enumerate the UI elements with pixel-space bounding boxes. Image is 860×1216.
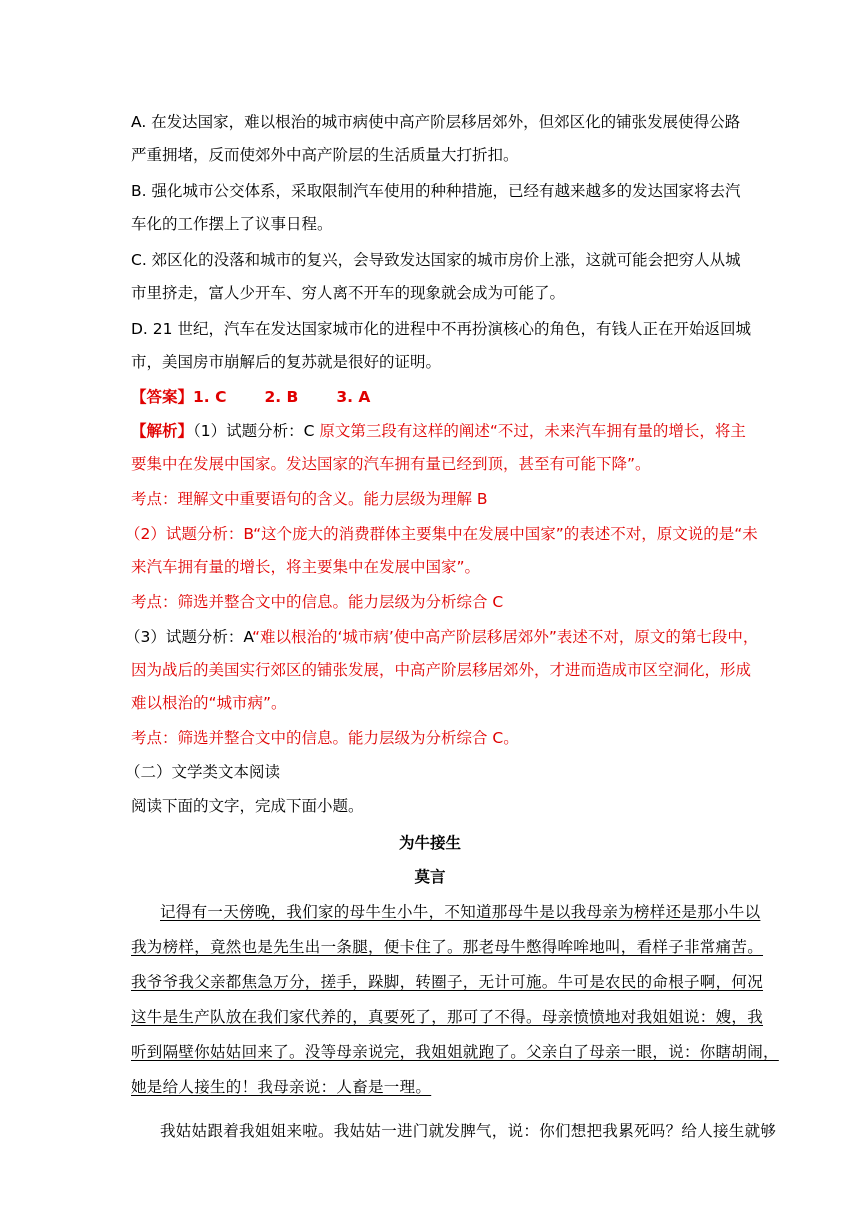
story-para1-line-6: 她是给人接生的！我母亲说：人畜是一理。 — [131, 1078, 432, 1096]
option-b-line-1: B. 强化城市公交体系，采取限制汽车使用的种种措施，已经有越来越多的发达国家将去汽 — [131, 182, 741, 200]
option-a-line-2: 严重拥堵，反而使郊外中高产阶层的生活质量大打折扣。 — [131, 146, 519, 164]
answer-item-2: 2. B — [264, 388, 299, 406]
answer-item-1: 1. C — [193, 388, 227, 406]
story-para1-line-3: 我爷爷我父亲都焦急万分，搓手，跺脚，转圈子，无计可施。牛可是农民的命根子啊，何况 — [131, 973, 764, 991]
analysis-q1-point: 考点：理解文中重要语句的含义。能力层级为理解 B — [131, 490, 488, 508]
answer-label: 【答案】 — [131, 388, 194, 406]
analysis-q1-text-1: 原文第三段有这样的阐述“不过，未来汽车拥有量的增长，将主 — [319, 422, 746, 440]
analysis-q3-line-3: 难以根治的“城市病”。 — [131, 694, 287, 712]
option-d-line-1: D. 21 世纪，汽车在发达国家城市化的进程中不再扮演核心的角色，有钱人正在开始返回城 — [131, 320, 751, 338]
answer-line — [131, 387, 741, 407]
analysis-q3-line-2: 因为战后的美国实行郊区的铺张发展，中高产阶层移居郊外，才进而造成市区空洞化，形成 — [131, 661, 752, 679]
analysis-q3-text-1: “难以根治的‘城市病’使中高产阶层移居郊外”表述不对，原文的第七段中， — [251, 628, 759, 646]
analysis-q1-line-1 — [131, 421, 746, 441]
story-para2-line-1: 我姑姑跟着我姐姐来啦。我姑姑一进门就发脾气，说：你们想把我累死吗？给人接生就够 — [160, 1122, 777, 1140]
analysis-q3-line-1 — [125, 627, 759, 647]
section-instruction: 阅读下面的文字，完成下面小题。 — [131, 797, 364, 815]
analysis-q2-prefix: （2）试题分析：B — [125, 525, 254, 543]
story-para1-line-5: 听到隔壁你姑姑回来了。没等母亲说完，我姐姐就跑了。父亲白了母亲一眼，说：你瞎胡闹， — [131, 1043, 779, 1061]
analysis-q2-text-1: “这个庞大的消费群体主要集中在发展中国家”的表述不对，原文说的是“未 — [253, 525, 758, 543]
story-para1-line-2: 我为榜样，竟然也是先生出一条腿，便卡住了。那老母牛憋得哞哞地叫，看样子非常痛苦。 — [131, 938, 764, 956]
analysis-q3-point: 考点：筛选并整合文中的信息。能力层级为分析综合 C。 — [131, 729, 519, 747]
option-c-line-1: C. 郊区化的没落和城市的复兴，会导致发达国家的城市房价上涨，这就可能会把穷人从城 — [131, 251, 741, 269]
section-heading: （二）文学类文本阅读 — [125, 763, 281, 781]
answer-item-3: 3. A — [336, 388, 371, 406]
option-d-line-2: 市，美国房市崩解后的复苏就是很好的证明。 — [131, 353, 442, 371]
story-para1-line-4: 这牛是生产队放在我们家代养的，真要死了，那可了不得。母亲愤愤地对我姐姐说：嫂，我 — [131, 1008, 764, 1026]
story-para1-line-1: 记得有一天傍晚，我们家的母牛生小牛，不知道那母牛是以我母亲为榜样还是那小牛以 — [160, 903, 761, 921]
option-b-line-2: 车化的工作摆上了议事日程。 — [131, 215, 333, 233]
option-a-line-1: A. 在发达国家，难以根治的城市病使中高产阶层移居郊外，但郊区化的铺张发展使得公路 — [131, 113, 741, 131]
analysis-q2-point: 考点：筛选并整合文中的信息。能力层级为分析综合 C — [131, 593, 504, 611]
analysis-q2-line-1 — [125, 524, 758, 544]
story-author: 莫言 — [414, 867, 446, 886]
analysis-q3-prefix: （3）试题分析：A — [125, 628, 252, 646]
analysis-q1-prefix: （1）试题分析：C — [193, 422, 320, 440]
analysis-q2-line-2: 来汽车拥有量的增长，将主要集中在发展中国家”。 — [131, 558, 481, 576]
option-c-line-2: 市里挤走，富人少开车、穷人离不开车的现象就会成为可能了。 — [131, 284, 566, 302]
analysis-label: 【解析】 — [131, 422, 194, 440]
story-title: 为牛接生 — [398, 833, 461, 852]
analysis-q1-line-2: 要集中在发展中国家。发达国家的汽车拥有量已经到顶，甚至有可能下降”。 — [131, 455, 651, 473]
